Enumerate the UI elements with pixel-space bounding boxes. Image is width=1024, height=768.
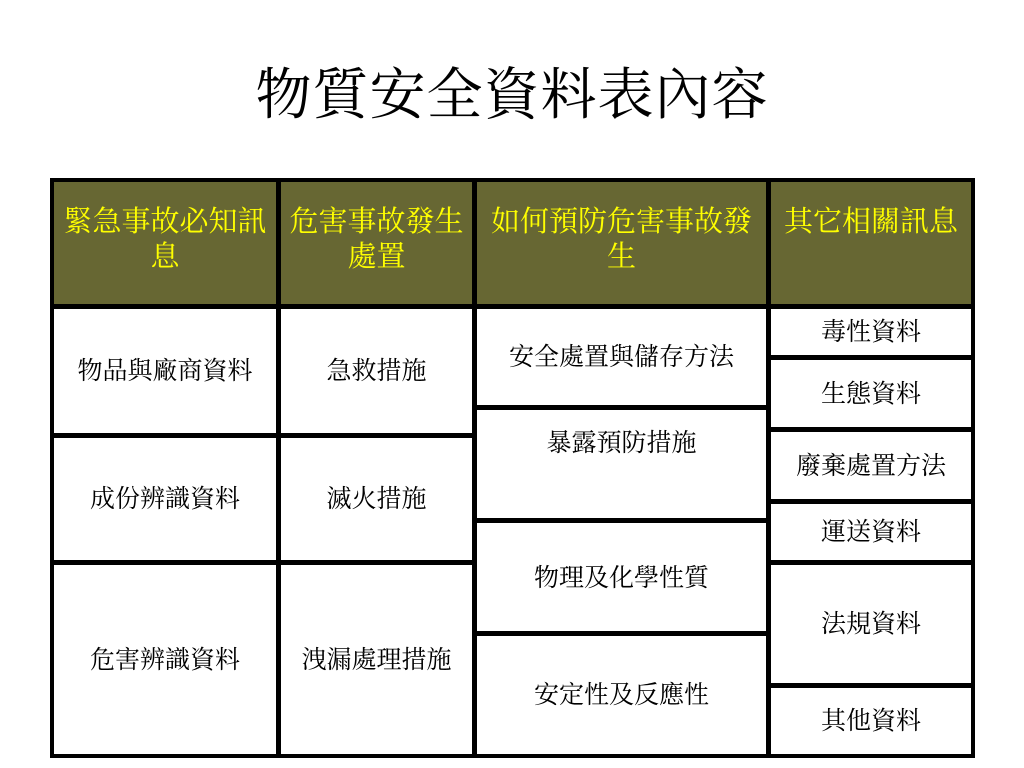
cell-transport-data: 運送資料: [771, 504, 971, 560]
cell-disposal-methods: 廢棄處置方法: [771, 432, 971, 499]
cell-spill-handling: 洩漏處理措施: [281, 565, 472, 754]
header-emergency-info: 緊急事故必知訊息: [54, 182, 276, 304]
cell-composition-info: 成份辨識資料: [54, 438, 276, 560]
cell-exposure-prevention: 暴露預防措施: [477, 410, 766, 518]
cell-other-data: 其他資料: [771, 688, 971, 754]
header-incident-response: 危害事故發生處置: [281, 182, 472, 304]
cell-physical-chemical-properties: 物理及化學性質: [477, 523, 766, 631]
cell-product-supplier-info: 物品與廠商資料: [54, 309, 276, 433]
cell-regulatory-data: 法規資料: [771, 565, 971, 683]
cell-first-aid: 急救措施: [281, 309, 472, 433]
page-title: 物質安全資料表內容: [255, 63, 769, 128]
cell-ecological-data: 生態資料: [771, 360, 971, 427]
header-other-info: 其它相關訊息: [771, 182, 971, 304]
cell-toxicity-data: 毒性資料: [771, 309, 971, 355]
cell-fire-fighting: 滅火措施: [281, 438, 472, 560]
header-hazard-prevention: 如何預防危害事故發生: [477, 182, 766, 304]
sds-contents-table: [50, 178, 975, 758]
cell-hazard-identification: 危害辨識資料: [54, 565, 276, 754]
cell-stability-reactivity: 安定性及反應性: [477, 636, 766, 754]
cell-safe-handling-storage: 安全處置與儲存方法: [477, 309, 766, 405]
